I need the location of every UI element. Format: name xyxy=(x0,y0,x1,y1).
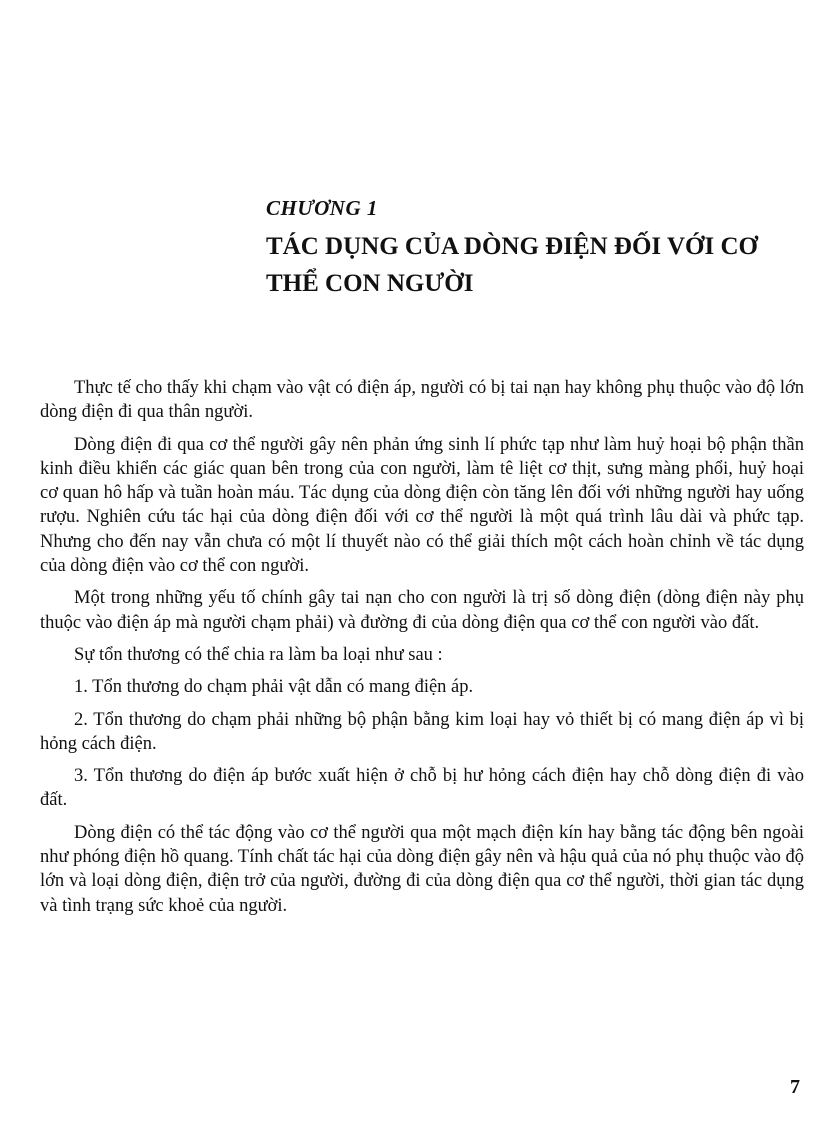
paragraph-injury-types-intro: Sự tổn thương có thể chia ra làm ba loại như sau : xyxy=(74,644,443,665)
chapter-label: CHƯƠNG 1 xyxy=(266,196,378,220)
paragraph-current-effects: Dòng điện có thể tác động vào cơ thể người qua một mạch điện kín hay bằng tác động bên ngoài như phóng điện hồ quang. Tính chất tác hại của dòng điện gây nên và hậu quả của nó phụ thuộc vào độ lớn và loại dòng điện, điện trở của người, đường đi của dòng điện qua cơ thể người, thời gian tác dụng và tình trạng sức khoẻ của người. xyxy=(40,822,804,916)
paragraph-main-factors: Một trong những yếu tố chính gây tai nạn cho con người là trị số dòng điện (dòng điện này phụ thuộc vào điện áp mà người chạm phải) và đường đi của dòng điện qua cơ thể con người vào đất. xyxy=(40,588,804,633)
chapter-title: TÁC DỤNG CỦA DÒNG ĐIỆN ĐỐI VỚI CƠ THỂ CON NGƯỜI xyxy=(266,233,758,297)
body-text xyxy=(40,376,804,926)
list-item-injury-1: 1. Tổn thương do chạm phải vật dẫn có mang điện áp. xyxy=(74,677,474,698)
paragraph-physiological-effects: Dòng điện đi qua cơ thể người gây nên phản ứng sinh lí phức tạp như làm huỷ hoại bộ phận thần kinh điều khiển các giác quan bên trong của con người, làm tê liệt cơ thịt, sưng màng phổi, huỷ hoại cơ quan hô hấp và tuần hoàn máu. Tác dụng của dòng điện còn tăng lên đối với những người hay uống rượu. Nghiên cứu tác hại của dòng điện đối với cơ thể người là một quá trình lâu dài và phức tạp. Nhưng cho đến nay vẫn chưa có một lí thuyết nào có thể giải thích một cách hoàn chỉnh về tác dụng của dòng điện vào cơ thể con người. xyxy=(40,434,804,577)
paragraph-intro: Thực tế cho thấy khi chạm vào vật có điện áp, người có bị tai nạn hay không phụ thuộc vào độ lớn dòng điện đi qua thân người. xyxy=(40,378,804,423)
page-number: 7 xyxy=(790,1076,800,1098)
list-item-injury-3: 3. Tổn thương do điện áp bước xuất hiện ở chỗ bị hư hỏng cách điện hay chỗ dòng điện đi vào đất. xyxy=(40,766,804,811)
list-item-injury-2: 2. Tổn thương do chạm phải những bộ phận bằng kim loại hay vỏ thiết bị có mang điện áp vì bị hỏng cách điện. xyxy=(40,709,804,754)
